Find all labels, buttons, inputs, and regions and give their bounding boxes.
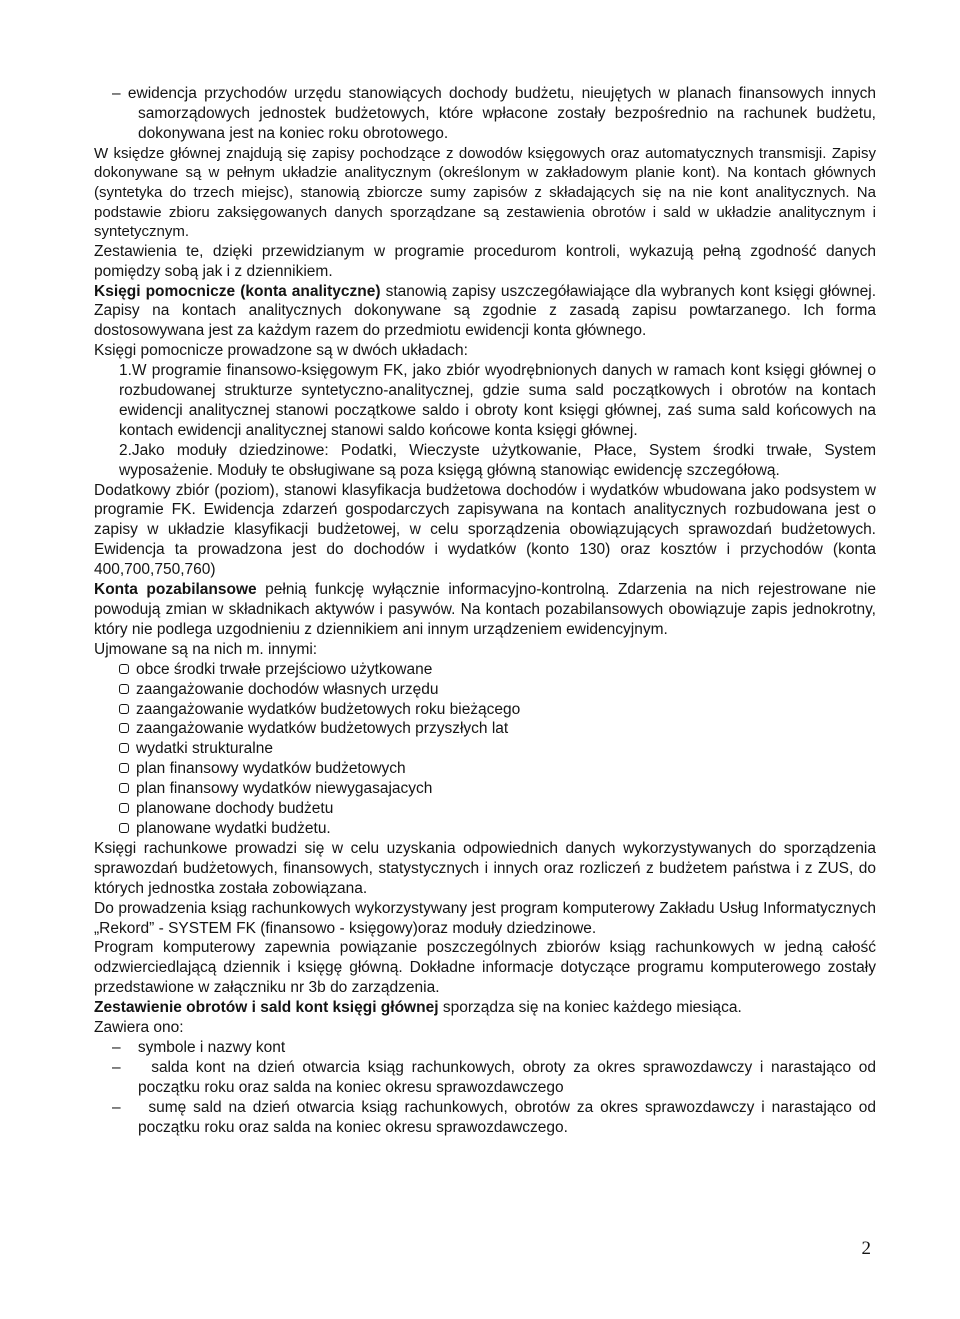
paragraph-program-komputerowy: Program komputerowy zapewnia powiązanie poszczególnych zbiorów ksiąg rachunkowych w jedną całość odzwierciedlającą dziennik i księgę główną. Dokładne informacje dotyczące programu komputerowego zostały przedstawione w załączniku nr 3b do zarządzenia. [94,939,876,997]
list-item: plan finansowy wydatków niewygasajacych [94,779,876,799]
list-item-moduly: 2.Jako moduły dziedzinowe: Podatki, Wieczyste użytkowanie, Płace, System środki trwałe, System wyposażenie. Moduły te obsługiwane są poza księgą główną stanowiąc ewidencję szczegółową. [119,441,876,479]
heading-zestawienie-obrotow: Zestawienie obrotów i sald kont księgi głównej [94,999,439,1017]
checkbox-icon [119,743,129,753]
paragraph-ewidencja: – ewidencja przychodów urzędu stanowiących dochody budżetu, nieujętych w planach finansowych innych samorządowych jednostek budżetowych, które wpłacone zostały bezpośrednio na rachunek budżetu, dokonywana jest na koniec roku obrotowego. [112,85,876,142]
checkbox-icon [119,684,129,694]
checkbox-list [94,660,876,839]
paragraph-zestawienie-obrotow: Zestawienie obrotów i sald kont księgi głównej sporządza się na koniec każdego miesiąca. [94,999,742,1017]
list-item: zaangażowanie wydatków budżetowych przyszłych lat [94,719,876,739]
checkbox-icon [119,763,129,773]
list-item: – symbole i nazwy kont [112,1038,286,1056]
page-number: 2 [861,1238,871,1259]
paragraph-zawiera: Zawiera ono: [94,1019,184,1037]
checkbox-icon [119,803,129,813]
paragraph-ksiegi-intro: Księgi pomocnicze prowadzone są w dwóch układach: [94,342,468,360]
list-item-program-fk: 1.W programie finansowo-księgowym FK, jako zbiór wyodrębnionych danych w ramach kont księgi głównej o rozbudowanej strukturze syntetyczno-analitycznej, gdzie suma sald początkowych i obrotów na kontach ewidencji analitycznej stanowi początkowe saldo i obroty kont księgi głównej, zaś suma sald końcowych na kontach ewidencji analitycznej stanowi saldo końcowe konta księgi głównej. [119,362,876,439]
list-item: wydatki strukturalne [94,739,876,759]
checkbox-icon [119,723,129,733]
paragraph-ksiegi-pomocnicze: Księgi pomocnicze (konta analityczne) stanowią zapisy uszczegóławiające dla wybranych kont księgi głównej. Zapisy na kontach analitycznych dokonywane są zgodnie z zasadą zapisu powtarzanego. Ich forma dostosowywana jest za każdym razem do przedmiotu ewidencji konta głównego. [94,282,876,340]
list-item: plan finansowy wydatków budżetowych [94,759,876,779]
list-item: zaangażowanie dochodów własnych urzędu [94,680,876,700]
list-item: zaangażowanie wydatków budżetowych roku bieżącego [94,700,876,720]
checkbox-icon [119,823,129,833]
paragraph-zestawienia: Zestawienia te, dzięki przewidzianym w programie procedurom kontroli, wykazują pełną zgodność danych pomiędzy sobą jak i z dziennikiem. [94,242,876,280]
checkbox-icon [119,704,129,714]
heading-konta-pozabilansowe: Konta pozabilansowe [94,581,257,599]
list-item: planowane dochody budżetu [94,799,876,819]
list-item: – salda kont na dzień otwarcia ksiąg rachunkowych, obroty za okres sprawozdawczy i narastająco od początku roku oraz salda na koniec okresu sprawozdawczego [112,1058,876,1096]
paragraph-konta-pozabilansowe: Konta pozabilansowe pełnią funkcję wyłącznie informacyjno-kontrolną. Zdarzenia na nich rejestrowane nie powodują zmian w składnikach aktywów i pasywów. Na kontach pozabilansowych obowiązuje zapis jednokrotny, który nie podlega uzgodnieniu z dziennikiem ani innym urządzeniem ewidencyjnym. [94,581,876,638]
list-item: – sumę sald na dzień otwarcia ksiąg rachunkowych, obrotów za okres sprawozdawczy i narastająco od początku roku oraz salda na koniec okresu sprawozdawczego. [112,1098,876,1136]
document-page [94,84,876,1137]
list-item: obce środki trwałe przejściowo użytkowane [94,660,876,680]
paragraph-ksiega-glowna: W księdze głównej znajdują się zapisy pochodzące z dowodów księgowych oraz automatycznych transmisji. Zapisy dokonywane są w pełnym układzie analitycznym (określonym w zakładowym planie kont). Na kontach głównych (syntetyka do trzech miejsc), stanowią zbiorcze sumy zapisów z składających się na nie kont analitycznych. Na podstawie zbioru zaksięgowanych danych sporządzane są zestawienia obrotów i sald w układzie analitycznym i syntetycznym. [94,144,876,241]
paragraph-program-rekord: Do prowadzenia ksiąg rachunkowych wykorzystywany jest program komputerowy Zakładu Usług Informatycznych „Rekord” - SYSTEM FK (finansowo - księgowy)oraz moduły dziedzinowe. [94,899,876,937]
paragraph-ksiegi-rachunkowe: Księgi rachunkowe prowadzi się w celu uzyskania odpowiednich danych wykorzystywanych do sporządzenia sprawozdań budżetowych, finansowych, statystycznych i innych oraz rozliczeń z budżetem państwa i z ZUS, do których jednostka została zobowiązana. [94,839,876,897]
paragraph-dodatkowy-zbior: Dodatkowy zbiór (poziom), stanowi klasyfikacja budżetowa dochodów i wydatków wbudowana jako podsystem w programie FK. Ewidencja zdarzeń gospodarczych zapisywana na kontach analitycznych rozbudowana jest o zapisy w układzie klasyfikacji budżetowej, w celu sporządzenia obowiązujących sprawozdań budżetowych. Ewidencja ta prowadzona jest do dochodów i wydatków (konto 130) oraz kosztów i przychodów (konta 400,700,750,760) [94,481,876,579]
heading-ksiegi-pomocnicze: Księgi pomocnicze (konta analityczne) [94,282,381,300]
paragraph-ujmowane: Ujmowane są na nich m. innymi: [94,640,318,658]
checkbox-icon [119,664,129,674]
checkbox-icon [119,783,129,793]
list-item: planowane wydatki budżetu. [94,819,876,839]
